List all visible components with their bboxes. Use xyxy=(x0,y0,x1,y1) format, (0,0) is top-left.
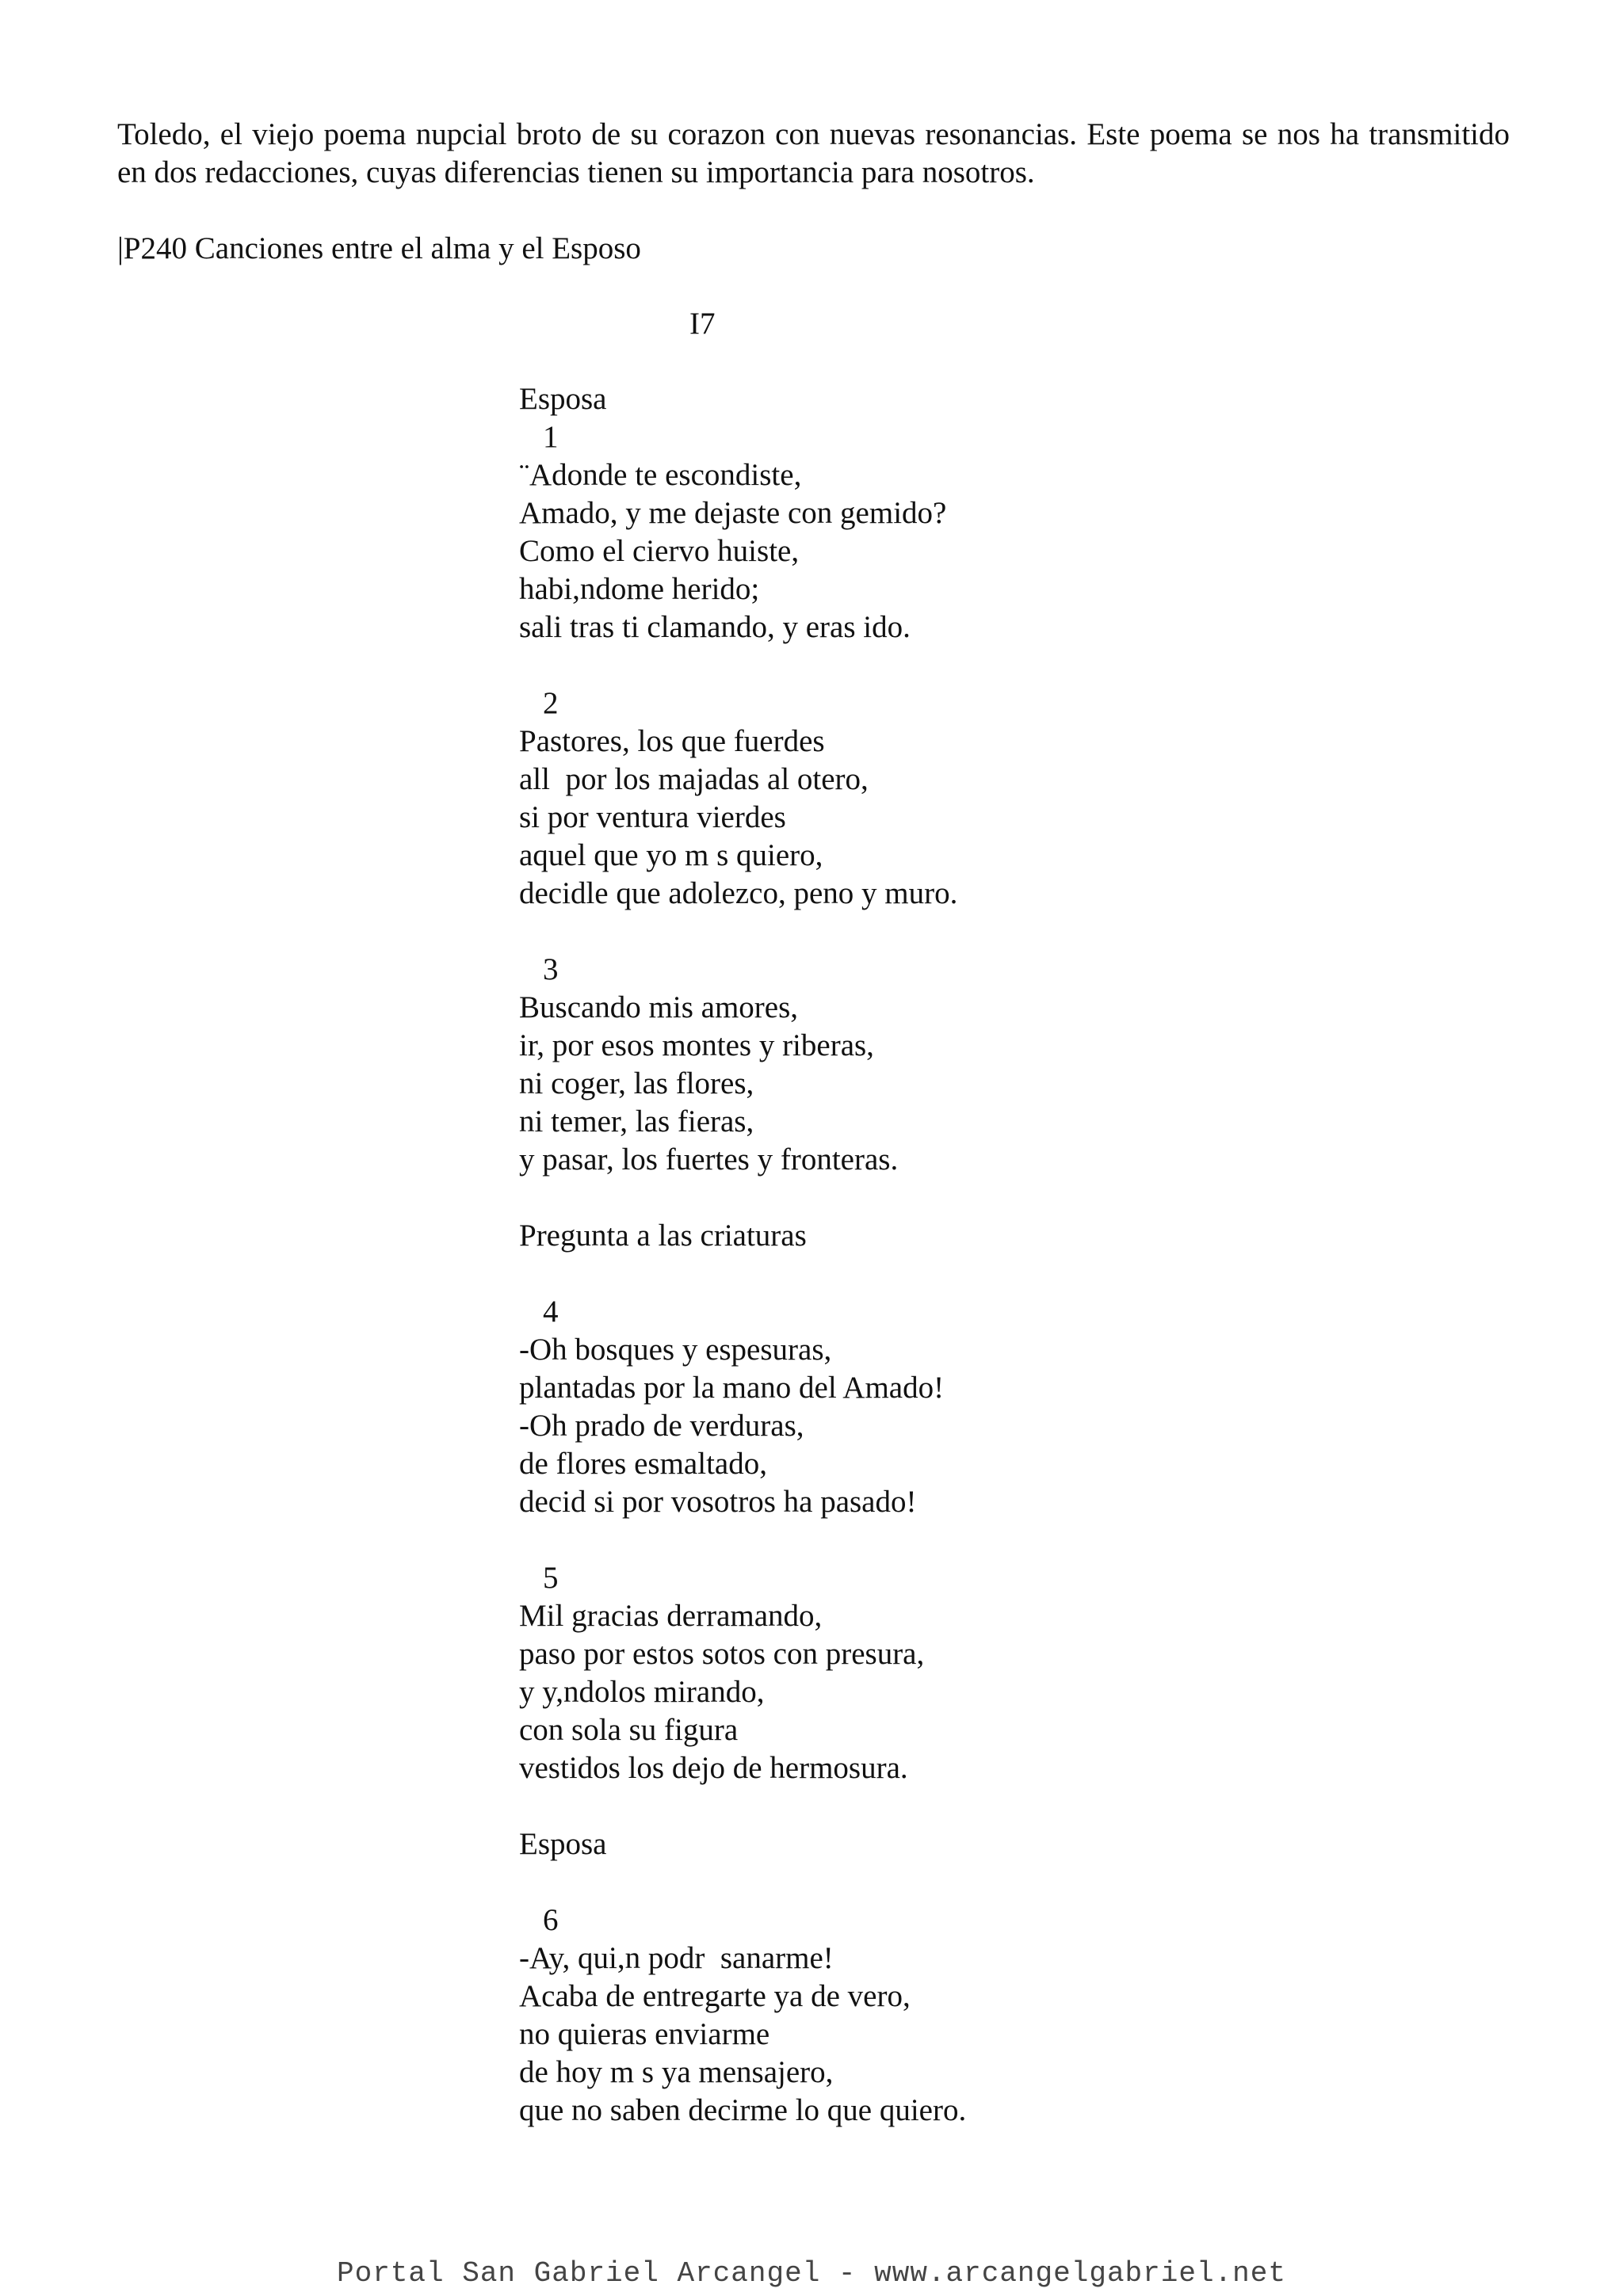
poem-line: Como el ciervo huiste, xyxy=(519,534,800,568)
stanza-number: 3 xyxy=(543,952,559,986)
poem-heading: |P240 Canciones entre el alma y el Esposo xyxy=(117,231,641,265)
poem-line: habi,ndome herido; xyxy=(519,572,760,606)
poem-body xyxy=(519,380,966,2130)
page-footer: Portal San Gabriel Arcangel - www.arcangelgabriel.net xyxy=(337,2257,1286,2290)
poem-line: aquel que yo m s quiero, xyxy=(519,838,823,872)
poem-line: no quieras enviarme xyxy=(519,2017,770,2051)
poem-line: decid si por vosotros ha pasado! xyxy=(519,1485,917,1519)
stanza-number: 2 xyxy=(543,686,559,720)
poem-line: de hoy m s ya mensajero, xyxy=(519,2055,834,2089)
poem-line: -Oh prado de verduras, xyxy=(519,1409,804,1443)
poem-line: ni coger, las flores, xyxy=(519,1066,754,1100)
poem-line: Pastores, los que fuerdes xyxy=(519,724,825,758)
poem-line: si por ventura vierdes xyxy=(519,800,786,834)
poem-line: -Ay, qui,n podr sanarme! xyxy=(519,1941,834,1975)
stanza-gap xyxy=(519,1255,966,1293)
poem-line: -Oh bosques y espesuras, xyxy=(519,1333,832,1367)
poem-line: de flores esmaltado, xyxy=(519,1447,767,1481)
stanza-gap xyxy=(519,1521,966,1559)
stanza-number: 1 xyxy=(543,420,559,454)
section-number: I7 xyxy=(689,307,716,341)
poem-line: Esposa xyxy=(519,1827,607,1861)
stanza-gap xyxy=(519,1179,966,1217)
poem-line: Amado, y me dejaste con gemido? xyxy=(519,496,947,530)
poem-line: decidle que adolezco, peno y muro. xyxy=(519,876,958,910)
poem-line: Pregunta a las criaturas xyxy=(519,1219,807,1253)
poem-line: sali tras ti clamando, y eras ido. xyxy=(519,610,911,644)
stanza-number: 5 xyxy=(543,1561,559,1595)
poem-line: ¨Adonde te escondiste, xyxy=(519,458,802,492)
poem-line: Acaba de entregarte ya de vero, xyxy=(519,1979,911,2013)
poem-line: con sola su figura xyxy=(519,1713,739,1747)
poem-line: y y,ndolos mirando, xyxy=(519,1675,765,1709)
intro-paragraph: Toledo, el viejo poema nupcial broto de su corazon con nuevas resonancias. Este poema se nos ha transmitido en dos redacciones, cuyas diferencias tienen su importancia para nosotros. xyxy=(117,117,1510,189)
poem-line: ir, por esos montes y riberas, xyxy=(519,1028,874,1062)
stanza-number: 6 xyxy=(543,1903,559,1937)
poem-line: plantadas por la mano del Amado! xyxy=(519,1371,945,1405)
poem-line: que no saben decirme lo que quiero. xyxy=(519,2093,967,2127)
poem-line: vestidos los dejo de hermosura. xyxy=(519,1751,908,1785)
poem-line: Mil gracias derramando, xyxy=(519,1599,823,1633)
poem-line: y pasar, los fuertes y fronteras. xyxy=(519,1142,899,1177)
stanza-number: 4 xyxy=(543,1295,559,1329)
stanza-gap xyxy=(519,1863,966,1901)
poem-line: Buscando mis amores, xyxy=(519,990,799,1024)
poem-line: all por los majadas al otero, xyxy=(519,762,869,796)
stanza-gap xyxy=(519,646,966,685)
poem-line: Esposa xyxy=(519,382,607,416)
stanza-gap xyxy=(519,1787,966,1825)
stanza-gap xyxy=(519,913,966,951)
poem-line: paso por estos sotos con presura, xyxy=(519,1637,925,1671)
poem-line: ni temer, las fieras, xyxy=(519,1104,754,1138)
